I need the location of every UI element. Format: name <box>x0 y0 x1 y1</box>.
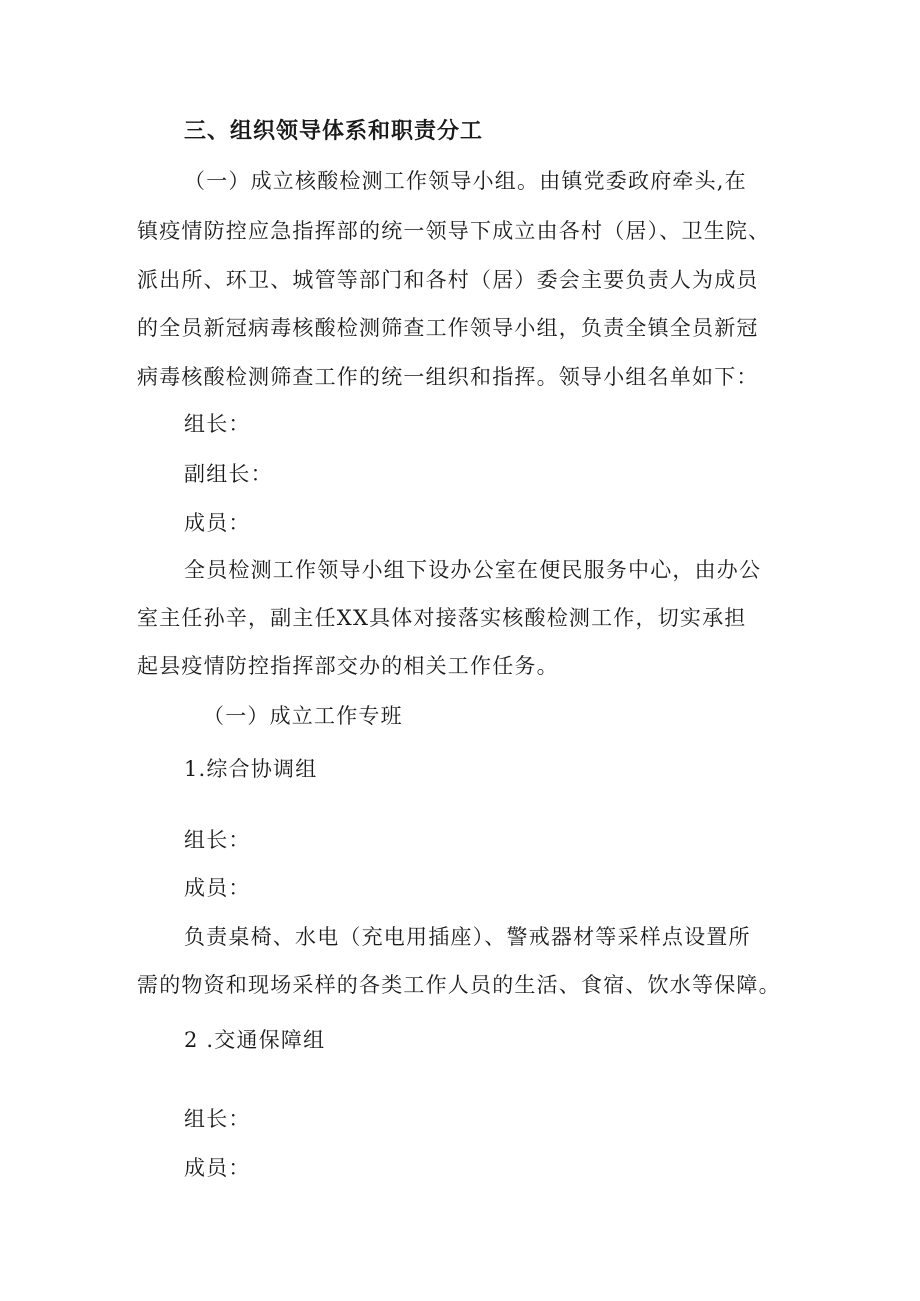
deputy-leader-label: 副组长： <box>184 462 273 486</box>
team1-duty-line-1: 负责桌椅、水电（充电用插座）、警戒器材等采样点设置所 <box>184 925 751 949</box>
para1-line-3: 派出所、环卫、城管等部门和各村（居）委会主要负责人为成员 <box>137 268 759 292</box>
para2-line-2: 室主任孙辛，副主任XX具体对接落实核酸检测工作，切实承担 <box>137 606 747 630</box>
team1-members-label: 成员： <box>184 876 251 900</box>
para1-line-4: 的全员新冠病毒核酸检测筛查工作领导小组，负责全镇全员新冠 <box>137 316 759 340</box>
section-heading: 三、组织领导体系和职责分工 <box>184 119 484 144</box>
para1-line-2: 镇疫情防控应急指挥部的统一领导下成立由各村（居）、卫生院、 <box>137 219 771 243</box>
sub-heading: （一）成立工作专班 <box>203 704 403 728</box>
team1-title: 1.综合协调组 <box>184 757 318 781</box>
team1-leader-label: 组长： <box>184 828 251 852</box>
leader-label: 组长： <box>184 412 251 436</box>
para1-line-1: （一）成立核酸检测工作领导小组。由镇党委政府牵头,在 <box>184 169 747 193</box>
para1-line-5: 病毒核酸检测筛查工作的统一组织和指挥。领导小组名单如下： <box>137 365 759 389</box>
team2-leader-label: 组长： <box>184 1107 251 1131</box>
para2-line-3: 起县疫情防控指挥部交办的相关工作任务。 <box>137 654 559 678</box>
team2-members-label: 成员： <box>184 1156 251 1180</box>
team2-title: 2 .交通保障组 <box>184 1028 326 1052</box>
team1-duty-line-2: 需的物资和现场采样的各类工作人员的生活、食宿、饮水等保障。 <box>137 973 781 997</box>
para2-line-1: 全员检测工作领导小组下设办公室在便民服务中心，由办公 <box>184 558 762 582</box>
members-label: 成员： <box>184 511 251 535</box>
